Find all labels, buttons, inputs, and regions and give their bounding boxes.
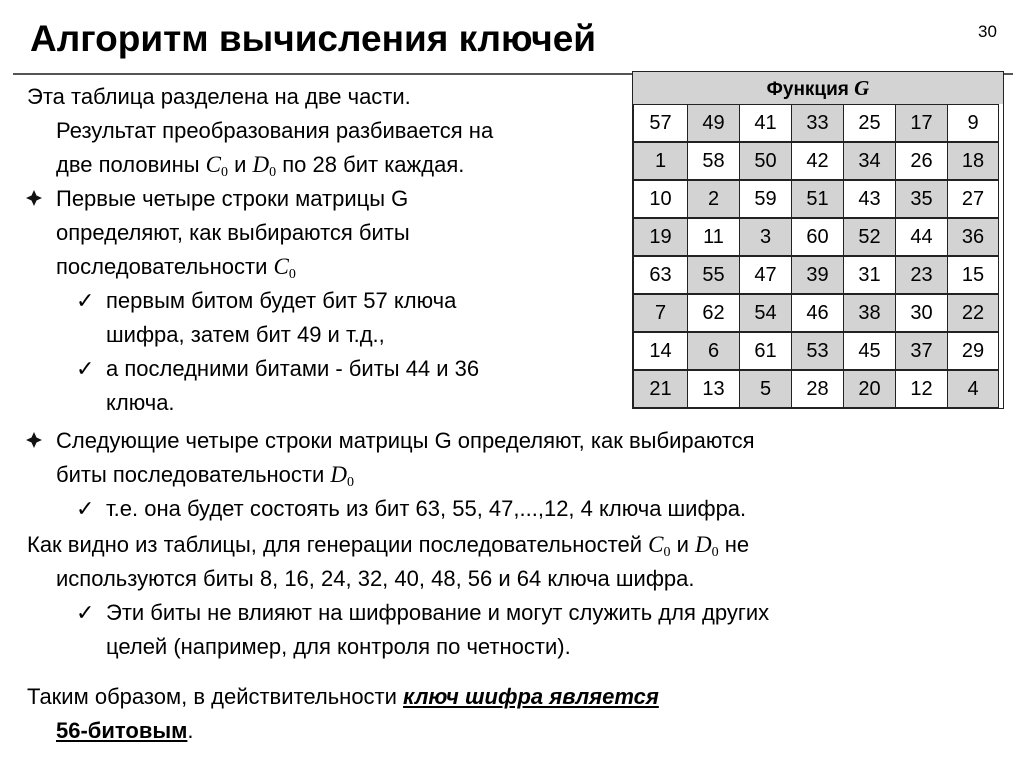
sub-bullet-4-line-2: целей (например, для контроля по четности). <box>106 634 571 659</box>
conclusion-line-1: Таким образом, в действительности ключ шифра является <box>27 684 659 709</box>
table-cell: 9 <box>947 104 999 142</box>
paragraph-intro-line-3: две половины $C_0$ и $D_0$ по 28 бит каждая. <box>56 152 465 180</box>
table-cell: 43 <box>843 180 896 218</box>
table-cell: 59 <box>739 180 792 218</box>
sub-bullet-3: т.е. она будет состоять из бит 63, 55, 47,...,12, 4 ключа шифра. <box>106 496 747 521</box>
table-cell: 1 <box>633 142 688 180</box>
table-cell: 26 <box>895 142 948 180</box>
table-cell: 7 <box>633 294 688 332</box>
table-cell: 35 <box>895 180 948 218</box>
bullet-2-line-2: биты последовательности $D_0$ <box>56 462 355 490</box>
sub-bullet-1-line-1: первым битом будет бит 57 ключа <box>106 288 457 313</box>
table-cell: 23 <box>895 256 948 294</box>
sub-bullet-2-line-1: а последними битами - биты 44 и 36 <box>106 356 480 381</box>
table-cell: 62 <box>687 294 740 332</box>
table-cell: 36 <box>947 218 999 256</box>
diamond-bullet-icon <box>26 190 42 206</box>
table-cell: 42 <box>791 142 844 180</box>
table-cell: 31 <box>843 256 896 294</box>
table-cell: 29 <box>947 332 999 370</box>
table-cell: 18 <box>947 142 999 180</box>
table-cell: 19 <box>633 218 688 256</box>
bits-emphasis: 56-битовым <box>56 718 188 743</box>
check-icon: ✓ <box>76 356 95 381</box>
table-cell: 28 <box>791 370 844 408</box>
table-cell: 47 <box>739 256 792 294</box>
table-cell: 61 <box>739 332 792 370</box>
table-cell: 41 <box>739 104 792 142</box>
table-cell: 27 <box>947 180 999 218</box>
table-cell: 53 <box>791 332 844 370</box>
bullet-2-line-1: Следующие четыре строки матрицы G определяют, как выбираются <box>56 428 755 453</box>
table-cell: 5 <box>739 370 792 408</box>
table-cell: 63 <box>633 256 688 294</box>
d0-symbol: $D_0$ <box>695 532 719 560</box>
table-cell: 46 <box>791 294 844 332</box>
table-cell: 50 <box>739 142 792 180</box>
table-cell: 10 <box>633 180 688 218</box>
table-cell: 34 <box>843 142 896 180</box>
table-cell: 60 <box>791 218 844 256</box>
table-cell: 33 <box>791 104 844 142</box>
bullet-1-line-3: последовательности $C_0$ <box>56 254 296 282</box>
table-cell: 6 <box>687 332 740 370</box>
table-cell: 21 <box>633 370 688 408</box>
slide-number: 30 <box>978 22 997 41</box>
bullet-1-line-2: определяют, как выбираются биты <box>56 220 410 245</box>
table-cell: 58 <box>687 142 740 180</box>
table-cell: 37 <box>895 332 948 370</box>
slide-title: Алгоритм вычисления ключей <box>30 18 597 59</box>
table-cell: 2 <box>687 180 740 218</box>
paragraph-2-line-1: Как видно из таблицы, для генерации последовательностей $C_0$ и $D_0$ не <box>27 532 750 560</box>
diamond-bullet-icon <box>26 432 42 448</box>
table-cell: 57 <box>633 104 688 142</box>
check-icon: ✓ <box>76 600 95 625</box>
table-cell: 49 <box>687 104 740 142</box>
table-cell: 54 <box>739 294 792 332</box>
function-g-table <box>632 71 1004 409</box>
key-emphasis: ключ шифра является <box>403 684 659 709</box>
table-cell: 39 <box>791 256 844 294</box>
table-cell: 11 <box>687 218 740 256</box>
table-cell: 44 <box>895 218 948 256</box>
check-icon: ✓ <box>76 496 95 521</box>
table-cell: 12 <box>895 370 948 408</box>
table-cell: 45 <box>843 332 896 370</box>
table-cell: 4 <box>947 370 999 408</box>
table-cell: 13 <box>687 370 740 408</box>
paragraph-intro-line-1: Эта таблица разделена на две части. <box>27 84 411 109</box>
c0-symbol: $C_0$ <box>273 254 296 282</box>
sub-bullet-1-line-2: шифра, затем бит 49 и т.д., <box>106 322 385 347</box>
table-cell: 15 <box>947 256 999 294</box>
table-cell: 20 <box>843 370 896 408</box>
bullet-1-line-1: Первые четыре строки матрицы G <box>56 186 409 211</box>
table-cell: 52 <box>843 218 896 256</box>
paragraph-intro-line-2: Результат преобразования разбивается на <box>56 118 494 143</box>
check-icon: ✓ <box>76 288 95 313</box>
sub-bullet-4-line-1: Эти биты не влияют на шифрование и могут служить для других <box>106 600 770 625</box>
table-cell: 14 <box>633 332 688 370</box>
table-cell: 22 <box>947 294 999 332</box>
table-cell: 51 <box>791 180 844 218</box>
table-cell: 3 <box>739 218 792 256</box>
d0-symbol: $D_0$ <box>330 462 355 490</box>
table-cell: 38 <box>843 294 896 332</box>
table-cell: 17 <box>895 104 948 142</box>
table-cell: 25 <box>843 104 896 142</box>
paragraph-2-line-2: используются биты 8, 16, 24, 32, 40, 48, 56 и 64 ключа шифра. <box>56 566 695 591</box>
conclusion-line-2: 56-битовым. <box>56 718 194 743</box>
c0-symbol: $C_0$ <box>648 532 671 560</box>
table-header: Функция G <box>633 72 1003 104</box>
c0-symbol: $C_0$ <box>205 152 229 180</box>
table-cell: 30 <box>895 294 948 332</box>
d0-symbol: $D_0$ <box>252 152 277 180</box>
sub-bullet-2-line-2: ключа. <box>106 390 175 415</box>
table-cell: 55 <box>687 256 740 294</box>
